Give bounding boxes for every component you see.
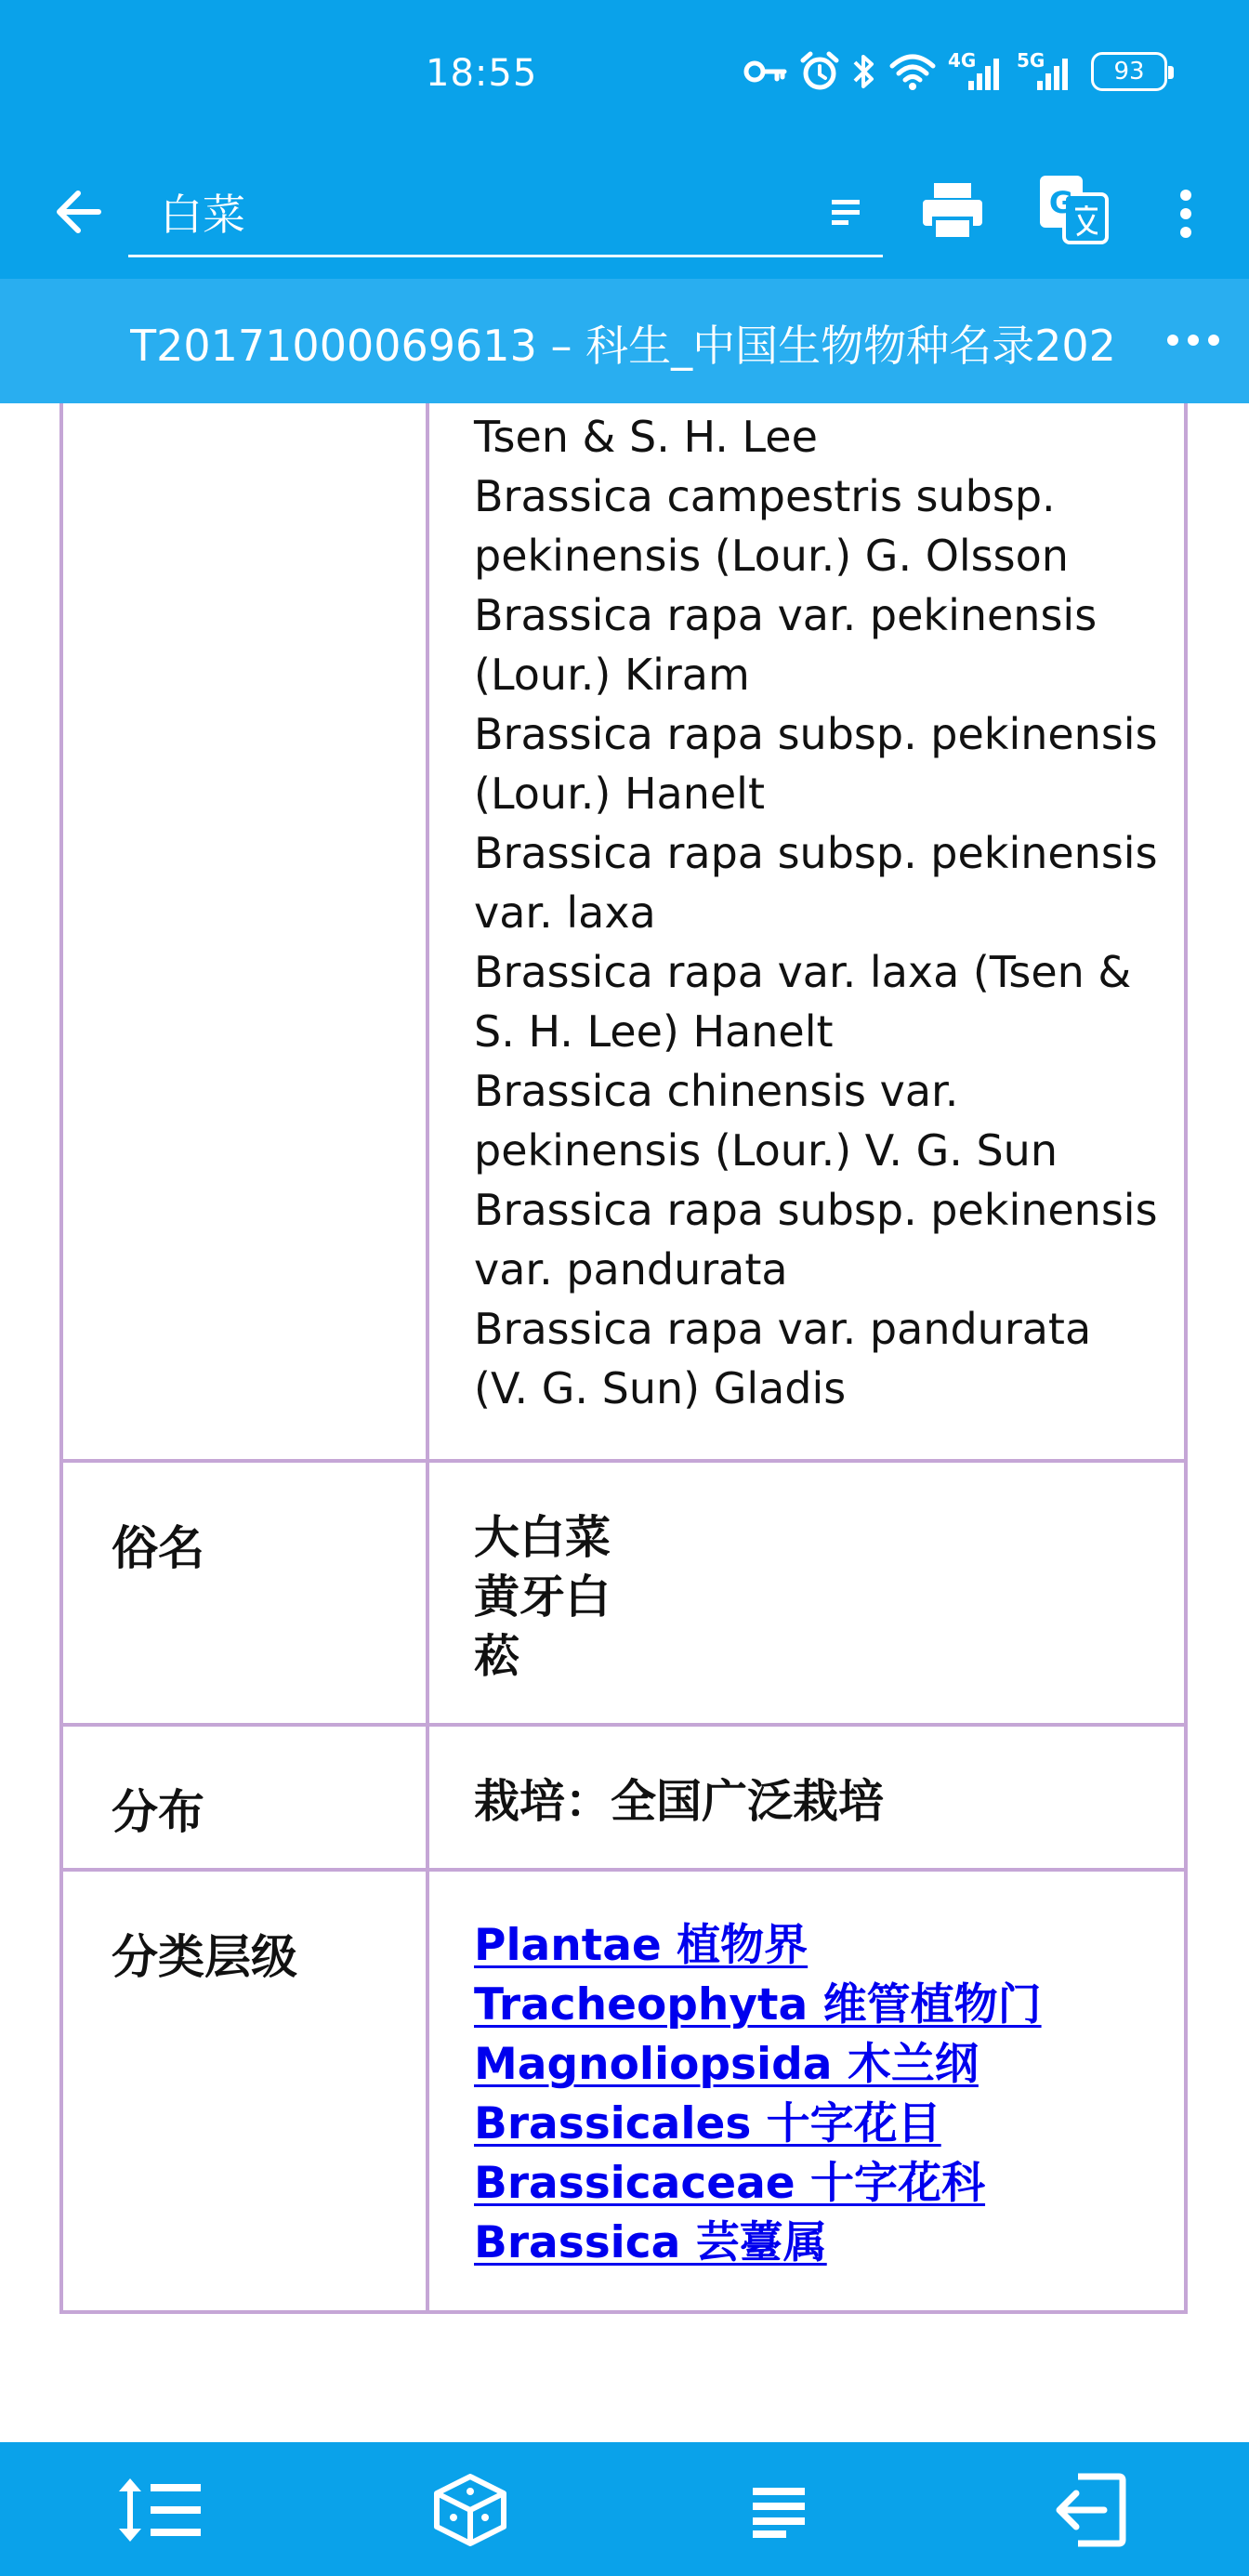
status-bar (0, 0, 1249, 149)
document-title-bar[interactable] (0, 279, 1249, 403)
taxonomy-label: 分类层级 (61, 1870, 427, 2312)
battery-icon (1091, 52, 1167, 91)
taxon-link-class[interactable]: Magnoliopsida 木兰纲 (474, 2039, 979, 2090)
synonyms-label-cell (61, 403, 427, 1461)
common-name-value: 大白菜 (474, 1510, 611, 1564)
synonym-line: pekinensis (Lour.) V. G. Sun (474, 1125, 1058, 1176)
species-info-table (59, 403, 1188, 2314)
signal-5g-icon (1017, 49, 1074, 94)
list-icon (751, 2482, 807, 2538)
battery-level: 93 (1113, 58, 1145, 85)
back-button[interactable] (41, 175, 115, 249)
list-button[interactable] (732, 2468, 825, 2552)
document-more-button[interactable] (1164, 320, 1223, 361)
cube-icon (431, 2471, 509, 2549)
synonym-line: var. laxa (474, 887, 656, 938)
app-header (0, 0, 1249, 403)
exit-icon (1050, 2471, 1128, 2549)
synonym-line: Brassica campestris subsp. (474, 471, 1056, 521)
synonym-line: Brassica rapa var. pekinensis (474, 590, 1098, 640)
line-spacing-icon (115, 2473, 204, 2547)
distribution-row (61, 1725, 1186, 1870)
synonym-line: Brassica rapa var. pandurata (474, 1304, 1092, 1354)
search-input[interactable] (128, 175, 881, 249)
synonym-line: Brassica rapa subsp. pekinensis (474, 828, 1158, 878)
search-underline (128, 255, 883, 257)
key-icon (742, 49, 788, 94)
bottom-toolbar (0, 2442, 1249, 2576)
back-arrow-icon (52, 186, 104, 238)
synonym-line: Tsen & S. H. Lee (474, 412, 818, 462)
toolbar (0, 149, 1249, 279)
content-area[interactable] (0, 403, 1249, 2442)
synonym-line: Brassica rapa subsp. pekinensis (474, 1185, 1158, 1235)
synonym-line: (V. G. Sun) Gladis (474, 1363, 847, 1413)
translate-button[interactable] (1033, 167, 1113, 251)
common-name-value: 黄牙白 (474, 1570, 611, 1623)
taxon-link-order[interactable]: Brassicales 十字花目 (474, 2098, 941, 2149)
taxon-link-genus[interactable]: Brassica 芸薹属 (474, 2217, 827, 2268)
common-name-value: 菘 (474, 1629, 520, 1683)
more-options-button[interactable] (1167, 177, 1204, 251)
cube-button[interactable] (424, 2468, 517, 2552)
svg-text:G: G (1048, 185, 1074, 220)
status-time: 18:55 (426, 52, 538, 95)
synonym-line: Brassica rapa var. laxa (Tsen & (474, 947, 1132, 997)
synonyms-value-cell (427, 403, 1186, 1461)
line-spacing-button[interactable] (113, 2468, 206, 2552)
synonym-line: (Lour.) Kiram (474, 650, 750, 700)
exit-button[interactable] (1043, 2468, 1136, 2552)
taxon-link-phylum[interactable]: Tracheophyta 维管植物门 (474, 1979, 1042, 2031)
print-icon (919, 177, 986, 244)
alarm-icon (799, 49, 840, 94)
synonyms-row (61, 403, 1186, 1461)
distribution-value: 栽培：全国广泛栽培 (427, 1725, 1186, 1870)
document-title[interactable]: T20171000069613 – 科生_中国生物物种名录202 (130, 321, 1116, 371)
net-5g-label: 5G (1017, 49, 1045, 72)
synonym-line: Brassica chinensis var. (474, 1066, 959, 1116)
taxonomy-value-cell (427, 1870, 1186, 2312)
more-horizontal-icon (1165, 331, 1221, 349)
synonym-line: var. pandurata (474, 1244, 788, 1295)
synonym-line: S. H. Lee) Hanelt (474, 1006, 834, 1057)
filter-list-icon (830, 196, 861, 230)
synonym-line: Brassica rapa subsp. pekinensis (474, 709, 1158, 759)
distribution-label: 分布 (61, 1725, 427, 1870)
wifi-icon (888, 49, 937, 94)
translate-icon (1036, 172, 1111, 246)
filter-button[interactable] (818, 180, 874, 245)
synonym-line: (Lour.) Hanelt (474, 769, 765, 819)
print-button[interactable] (913, 171, 993, 251)
common-name-row (61, 1461, 1186, 1725)
battery-tip (1168, 66, 1174, 79)
more-vertical-icon (1179, 188, 1192, 240)
taxon-link-kingdom[interactable]: Plantae 植物界 (474, 1920, 809, 1971)
net-4g-label: 4G (948, 49, 977, 72)
bluetooth-icon (851, 49, 877, 94)
taxonomy-row (61, 1870, 1186, 2312)
status-icons (742, 48, 1167, 95)
taxon-link-family[interactable]: Brassicaceae 十字花科 (474, 2158, 986, 2209)
synonym-line: pekinensis (Lour.) G. Olsson (474, 531, 1069, 581)
common-name-value-cell (427, 1461, 1186, 1725)
signal-4g-icon (948, 49, 1006, 94)
common-name-label: 俗名 (61, 1461, 427, 1725)
